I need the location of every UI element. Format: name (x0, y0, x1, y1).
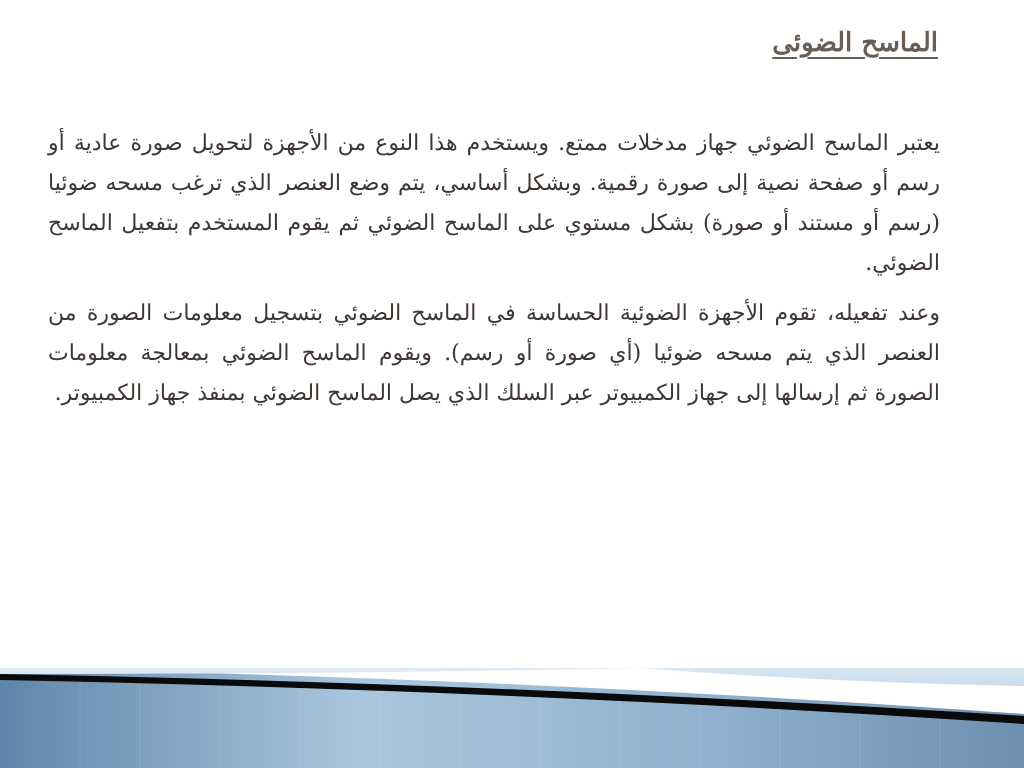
paragraph-1: يعتبر الماسح الضوئي جهاز مدخلات ممتع. ويستخدم هذا النوع من الأجهزة لتحويل صورة عادية أو رسم أو صفحة نصية إلى صورة رقمية. وبشكل أساسي، يتم وضع العنصر الذي ترغب مسحه ضوئيا (رسم أو مستند أو صورة) بشكل مستوي على الماسح الضوئي ثم يقوم المستخدم بتفعيل الماسح الضوئي. (48, 131, 940, 276)
footer-wave-graphic (0, 668, 1024, 768)
paragraph-2: وعند تفعيله، تقوم الأجهزة الضوئية الحساسة في الماسح الضوئي بتسجيل معلومات الصورة من العنصر الذي يتم مسحه ضوئيا (أي صورة أو رسم). ويقوم الماسح الضوئي بمعالجة معلومات الصورة ثم إرسالها إلى جهاز الكمبيوتر عبر السلك الذي يصل الماسح الضوئي بمنفذ جهاز الكمبيوتر. (48, 301, 940, 406)
slide-body (48, 124, 940, 414)
slide-title: الماسح الضوئى (772, 28, 938, 58)
footer-decoration (0, 668, 1024, 768)
footer-light-strip (640, 668, 1024, 686)
footer-pale-wedge (0, 668, 640, 674)
